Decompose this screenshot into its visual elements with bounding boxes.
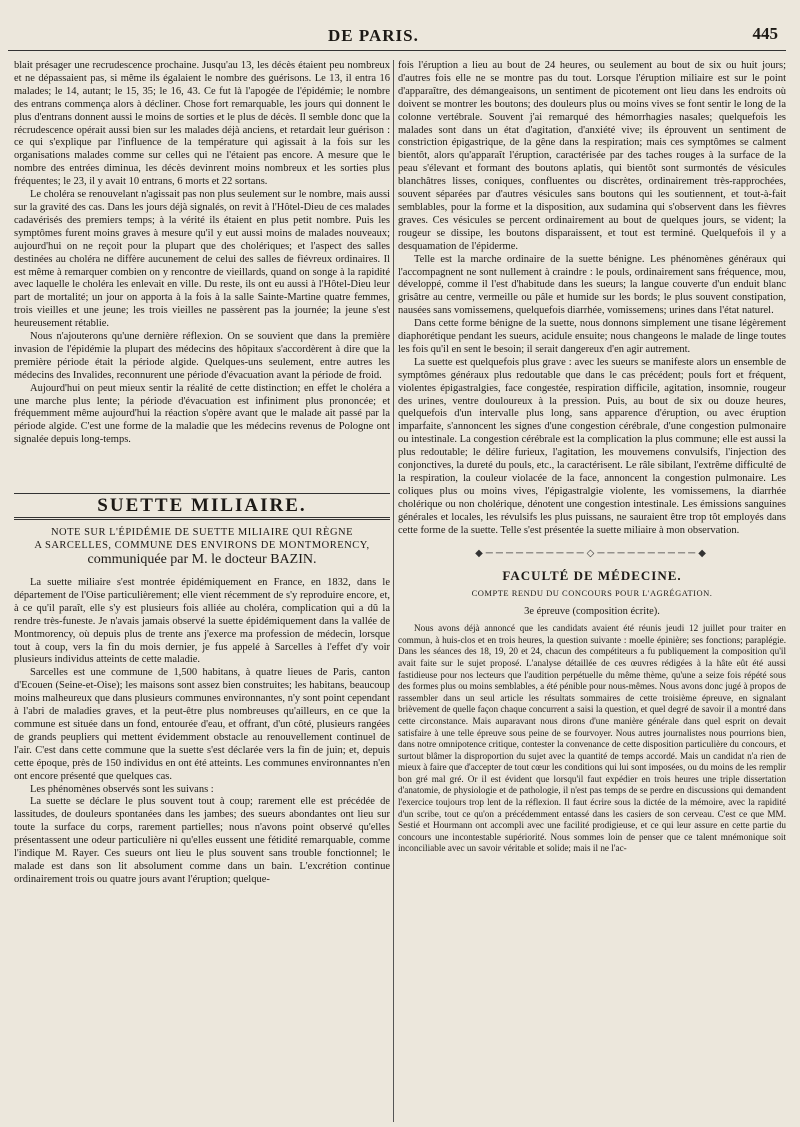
paragraph: Les phénomènes observés sont les suivans :: [30, 783, 214, 795]
section-title: SUETTE MILIAIRE.: [97, 495, 307, 517]
paragraph: fois l'éruption a lieu au bout de 24 heures, ou seulement au bout de six ou huit jours; d'autres fois elle ne se montre pas du tout. Lorsque l'éruption miliaire est sur le point d'apparaître, des démangeaisons, un sentiment de picotement ont lieu dans les endroits où doivent se montrer les boutons; des douleurs plus ou moins vives se font sentir le long de la colonne vertébrale. Souvent j'ai remarqué des hémorrhagies nasales; quelquefois les malades sont dans un état d'agitation, d'anxiété vive; ils éprouvent un sentiment de constriction épigastrique, de la gêne dans la respiration; mais ces symptômes se calment bientôt, alors qu'apparaît l'éruption, caractérisée par des taches rouges à la surface de la peau s'élevant et formant des boutons aplatis, qui bientôt sont surmontés de vésicules blanchâtres lisses, coniques, confluentes ou discrètes, ordinairement très-rapprochées, souvent séparées par d'autres vésicules sans boutons qui les soutiennent, et tout-à-fait semblables, pour la forme et la disposition, aux sudamina qui s'observent dans les fièvres graves. Ces vésicules se percent ordinairement au bout de quelques jours, se vident; la rougeur se dissipe, les boutons disparaissent, et tout est terminé. Quelquefois il y a desquamation de l'épiderme.: [398, 60, 786, 252]
paragraph: blait présager une recrudescence prochaine. Jusqu'au 13, les décès étaient peu nombreux et ne dépassaient pas, si même ils égalaient le nombre des guérisons. Le 13, il entra 16 malades; le 14, autant; le 15, 35; le 16, 43. Ce fut là l'apogée de l'épidémie; le nombre des entrans commença alors à décliner. Chose fort remarquable, les jours qui donnent le plus d'entrans donnent aussi le moins de sorties et le plus de décès. Il semble donc que la récrudescence opérait aussi bien sur les malades déjà anciens, et retardait leur guérison : ce qui s'explique par l'influence de la température qui agissait à la fois sur les organisations malades comme sur celles qui ne l'étaient pas encore. A mesure que le nombre des entrées diminua, les décès devinrent moins nombreux et les sorties plus fréquentes; le 23, il y avait 10 entrans, 6 morts et 22 sortans.: [14, 60, 390, 188]
ornamental-divider: ◆──────────◇──────────◆: [475, 547, 709, 559]
note-heading-line-1: NOTE SUR L'ÉPIDÉMIE DE SUETTE MILIAIRE QUI RÈGNE: [50, 527, 354, 539]
header-rule: [8, 50, 786, 51]
paragraph: Sarcelles est une commune de 1,500 habitans, à quatre lieues de Paris, canton d'Ecouen (Seine-et-Oise); les maisons sont assez bien construites; les habitans, beaucoup moins malheureux que dans plusieurs communes environnantes, n'y sont point cependant à l'abri de maladies graves, et la peut-être plus nombreuses qu'ailleurs, en ce que la commune est située dans un fond, entourée d'eau, et offrant, d'un côté, plusieurs rangées de grands peupliers qui mettent évidemment obstacle au renouvellement continuel de l'air. C'est dans cette commune que la suette s'est déclarée vers la fin de juin; et, depuis cette époque, près de 150 individus en ont été atteints. Les communes environnantes n'en ont encore présenté que quelques cas.: [14, 667, 390, 782]
running-title: DE PARIS.: [328, 26, 419, 45]
column-divider: [393, 60, 394, 1122]
spacer: [14, 447, 390, 487]
page-header: [0, 20, 800, 50]
author-byline: communiquée par M. le docteur BAZIN.: [87, 552, 317, 568]
left-column: [14, 60, 390, 1122]
exam-subheading: 3e épreuve (composition écrite).: [524, 606, 660, 618]
note-heading-line-2: A SARCELLES, COMMUNE DES ENVIRONS DE MONTMORENCY,: [34, 540, 370, 552]
paragraph: La suette se déclare le plus souvent tout à coup; rarement elle est précédée de lassitudes, de douleurs spontanées dans les jambes; des sueurs abondantes ont lieu sur toute la surface du corps, rarement partielles; nous n'avons point observé qu'elles présentassent une odeur particulière ni qu'elles eussent une fétidité remarquable, comme l'indique M. Rayer. Ces sueurs ont lieu le plus souvent sans trouble fonctionnel; le malade est dans son lit absolument comme dans un bain. L'excrétion continue ordinairement trois ou quatre jours avant l'éruption; quelque-: [14, 796, 390, 885]
paragraph: Dans cette forme bénigne de la suette, nous donnons simplement une tisane légèrement diaphorétique pendant les sueurs, acidule ensuite; nous changeons le malade de linge toutes les fois qu'il en sent le besoin; il serait dangereux d'en agir autrement.: [398, 318, 786, 355]
paragraph: Telle est la marche ordinaire de la suette bénigne. Les phénomènes généraux qui l'accompagnent ne sont nullement à craindre : le pouls, ordinairement sans fréquence, mou, développé, comme il l'est d'habitude dans les sueurs; la langue couverte d'un enduit blanc grisâtre au centre, vermeille ou pâle et humide sur les bords; le plus souvent constipation, nausées sans vomissemens, quelquefois diarrhée, vomissemens; urines dans l'état naturel.: [398, 253, 786, 317]
faculty-heading: FACULTÉ DE MÉDECINE.: [502, 568, 682, 584]
paragraph: Nous avons déjà annoncé que les candidats avaient été réunis jeudi 12 juillet pour traiter en commun, à huis-clos et en trois heures, la question suivante : moelle épinière; ses fonctions; paraplégie. Dans les séances des 18, 19, 20 et 24, chacun des compétiteurs a fu publiquement la composition qu'il avait faite sur le sujet proposé. L'analyse détaillée de ces œuvres rédigées à la hâte eût été aussi fastidieuse pour nos lecteurs que l'audition perpétuelle du même thème, qu'une a seize fois répété sous des formes plus ou moins semblables, a été pénible pour nous-mêmes. Nous avons donc jugé à propos de rassembler dans un seul article les résultats sommaires de cette troisième épreuve, en signalant brièvement de quelle façon chaque concurrent a saisi la question, et quel degré de savoir il a montré dans cette circonstance. Mais auparavant nous dirons d'une manière générale dans quel esprit on devait satisfaire à une telle épreuve sous peine de se fourvoyer. Nous autres journalistes nous pourrions bien, dans notre omnipotence critique, contester la convenance de cette disposition particulière du concours, et surtout blâmer la disproportion du sujet avec la quantité de temps accordé. Mais un candidat n'a rien de mieux à faire que d'accepter de tout cœur les conditions qui lui sont imposées, ou du moins de les remplir bon gré mal gré. Or il est évident que lorsqu'il faut expédier en trois heures une triple dissertation d'anatomie, de physiologie et de pathologie, il n'est pas temps de se perdre en discussions qui demandent l'exercice toujours trop lent de la réflexion. Il faut écrire sous la dictée de la mémoire, avec la rapidité d'un scribe, tout ce qu'on a précédemment entassé dans les casiers de son cerveau. C'est ce que MM. Sestié et Hourmann ont accompli avec une facilité prodigieuse, et ce qui leur assure en cette partie du concours une incontestable supériorité. Nous sommes loin de penser que ce talent mnémonique soit inconciliable avec un savoir véritable et solide; mais il ne l'ac-: [398, 623, 786, 854]
page-number: 445: [752, 24, 778, 43]
paragraph: Aujourd'hui on peut mieux sentir la réalité de cette distinction; en effet le choléra a une marche plus lente; la période d'évacuation est infiniment plus prononcée; et fréquemment même aujourd'hui la réaction s'opère avant que le malade ait passé par la période algide. C'est une forme de la maladie que les médecins revenus de Pologne ont signalée depuis long-temps.: [14, 382, 390, 446]
paragraph: La suette miliaire s'est montrée épidémiquement en France, en 1832, dans le département de l'Oise particulièrement; elle vient récemment de s'y reproduire encore, et, à ce qu'il paraît, elle s'y est plusieurs fois alliée au choléra, complication qui a dû la rendre très-funeste. Je n'avais jamais observé la suette épidémiquement dans la vallée de Montmorency, où depuis plus de trente ans j'exerce ma profession de médecin, lorsque tout à coup, vers la fin du mois dernier, je fus appelé à Sarcelles à l'effet d'y voir plusieurs individus atteints de cette maladie.: [14, 577, 390, 666]
paragraph: La suette est quelquefois plus grave : avec les sueurs se manifeste alors un ensemble de symptômes généraux plus redoutable que dans le cas précédent; pouls fort et fréquent, violentes épigastralgies, face congestée, respiration difficile, agitation, insomnie, rougeur des urines, ventre douloureux à la pression. Puis, au bout de six ou douze heures, quelquefois d'un intervalle plus long, sans apparence d'éruption, ou avec éruption imparfaite, s'annoncent les signes d'une congestion cérébrale, d'une congestion pulmonaire ou intestinale. La congestion cérébrale est la complication la plus commune; elle est aussi la plus redoutable; le délire furieux, l'agitation, les mouvemens convulsifs, l'injection des conjonctives, la dureté du pouls, etc., la caractérisent. Le râle sibilant, l'extrême difficulté de la respiration, la couleur violacée de la face, annoncent la congestion pulmonaire. Les coliques plus ou moins vives, l'épigastralgie violente, les vomissemens, la diarrhée cholérique ou non cholérique, dénotent une congestion intestinale. Les émissions sanguines générales et locales, les révulsifs les plus puissans, ne sauraient être trop tôt employés dans cette forme de la suette. Telle s'est présentée la suette miliaire à mon observation.: [398, 356, 786, 536]
report-subheading: COMPTE RENDU DU CONCOURS POUR L'AGRÉGATION.: [471, 588, 713, 599]
right-column: [398, 60, 786, 1122]
paragraph: Le choléra se renouvelant n'agissait pas non plus seulement sur le nombre, mais aussi sur la gravité des cas. Dans les jours déjà signalés, on revit à l'Hôtel-Dieu de ces malades cadavérisés des premiers temps; à la vérité ils étaient en plus petit nombre. Puis les symptômes furent moins graves à mesure qu'il y eut aussi moins de malades nouveaux; aujourd'hui on ne reçoit pour la plupart que des cholériques; et l'aspect des salles destinées au choléra ne diffère aucunement de celui des salles de fiévreux ordinaires. Il est même à remarquer combien on y rencontre de vieillards, quand on songe à la rapidité avec laquelle le choléra les enlevait en ville. Du reste, ils ont eu aussi à l'Hôtel-Dieu leur part de mortalité; un jour on apporta à la fois à la salle Sainte-Martine quatre femmes, trois vieilles et une jeune; les trois vieilles ne passèrent pas la journée; la jeune s'est heureusement rétablie.: [14, 189, 390, 330]
section-double-rule: [14, 517, 390, 520]
paragraph: Nous n'ajouterons qu'une dernière réflexion. On se souvient que dans la première invasion de l'épidémie la plupart des médecins des hôpitaux s'accordèrent à dire que la première période était la période algide. Quelques-uns seulement, entre autres les médecins des Invalides, reconnurent une période d'évacuation avant la période de froid.: [14, 331, 390, 381]
section-rule: [14, 493, 390, 494]
